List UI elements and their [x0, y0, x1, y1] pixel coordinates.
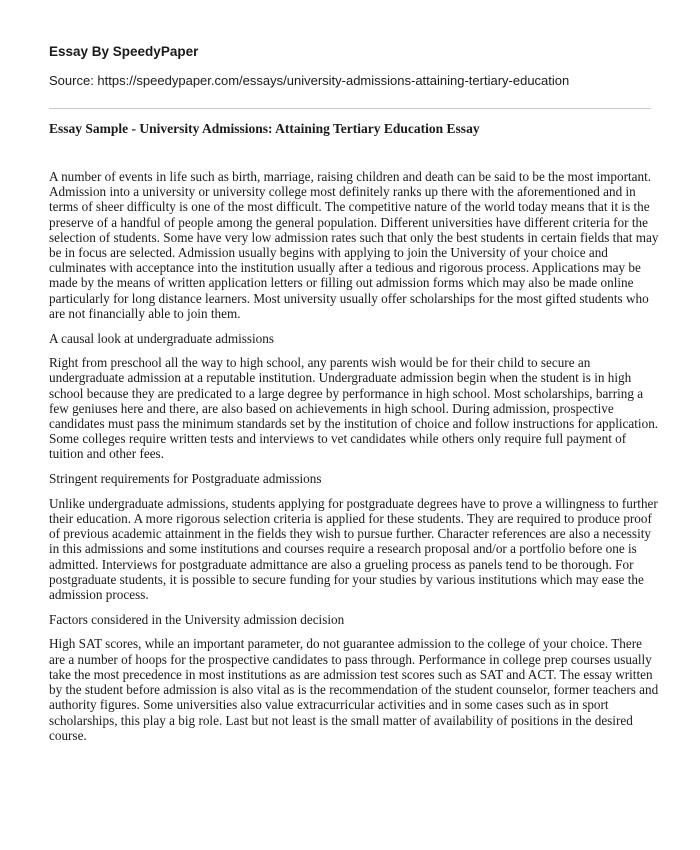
section-heading-admission-factors: Factors considered in the University admission decision [49, 611, 345, 627]
section-paragraph-admission-factors: High SAT scores, while an important parameter, do not guarantee admission to the college of your choice. There are a number of hoops for the prospective candidates to pass through. Performance in college prep courses usually take the most precedence in most institutions as are admission test scores such as SAT and ACT. The essay written by the student before admission is also vital as is the recommendation of the student counselor, former teachers and authority figures. Some universities also value extracurricular activities and in some cases such as in sport scholarships, this play a big role. Last but not least is the small matter of availability of positions in the desired course. [49, 636, 659, 743]
essay-body [49, 169, 659, 752]
header-divider [49, 108, 651, 109]
section-heading-postgraduate: Stringent requirements for Postgraduate admissions [49, 471, 322, 487]
source-line: Source: https://speedypaper.com/essays/university-admissions-attaining-tertiary-education [49, 73, 570, 88]
section-heading-undergraduate: A causal look at undergraduate admissions [49, 330, 274, 346]
section-paragraph-undergraduate: Right from preschool all the way to high school, any parents wish would be for their child to secure an undergraduate admission at a reputable institution. Undergraduate admission begin when the student is in high school because they are predicated to a large degree by performance in high school. Most scholarships, barring a few geniuses here and there, are also based on achievements in high school. During admission, prospective candidates must pass the minimum standards set by the institution of choice and follow instructions for application. Some colleges require written tests and interviews to vet candidates while others only require full payment of tuition and other fees. [49, 355, 659, 462]
intro-paragraph: A number of events in life such as birth, marriage, raising children and death can be said to be the most important. Admission into a university or university college most definitely ranks up there with the aforementioned and in terms of sheer difficulty is one of the most difficult. The competitive nature of the world today means that it is the preserve of a handful of people among the general population. Different universities have different criteria for the selection of students. Some have very low admission rates such that only the best students in certain fields that may be in focus are selected. Admission usually begins with applying to join the University of your choice and culminates with acceptance into the institution usually after a tedious and rigorous process. Applications may be made by the means of written application letters or filling out admission forms which may also be made online particularly for long distance learners. Most university usually offer scholarships for the most gifted students who are not financially able to join them. [49, 169, 659, 321]
document-header-title: Essay By SpeedyPaper [49, 44, 199, 59]
section-paragraph-postgraduate: Unlike undergraduate admissions, students applying for postgraduate degrees have to prove a willingness to further their education. A more rigorous selection criteria is applied for these students. They are required to produce proof of previous academic attainment in the fields they wish to pursue further. Character references are also a necessity in this admissions and some institutions and courses require a research proposal and/or a portfolio before one is admitted. Interviews for postgraduate admittance are also a grueling process as panels tend to be thorough. For postgraduate students, it is possible to secure funding for your studies by various institutions which may ease the admission process. [49, 495, 658, 603]
essay-title: Essay Sample - University Admissions: Attaining Tertiary Education Essay [49, 121, 480, 136]
